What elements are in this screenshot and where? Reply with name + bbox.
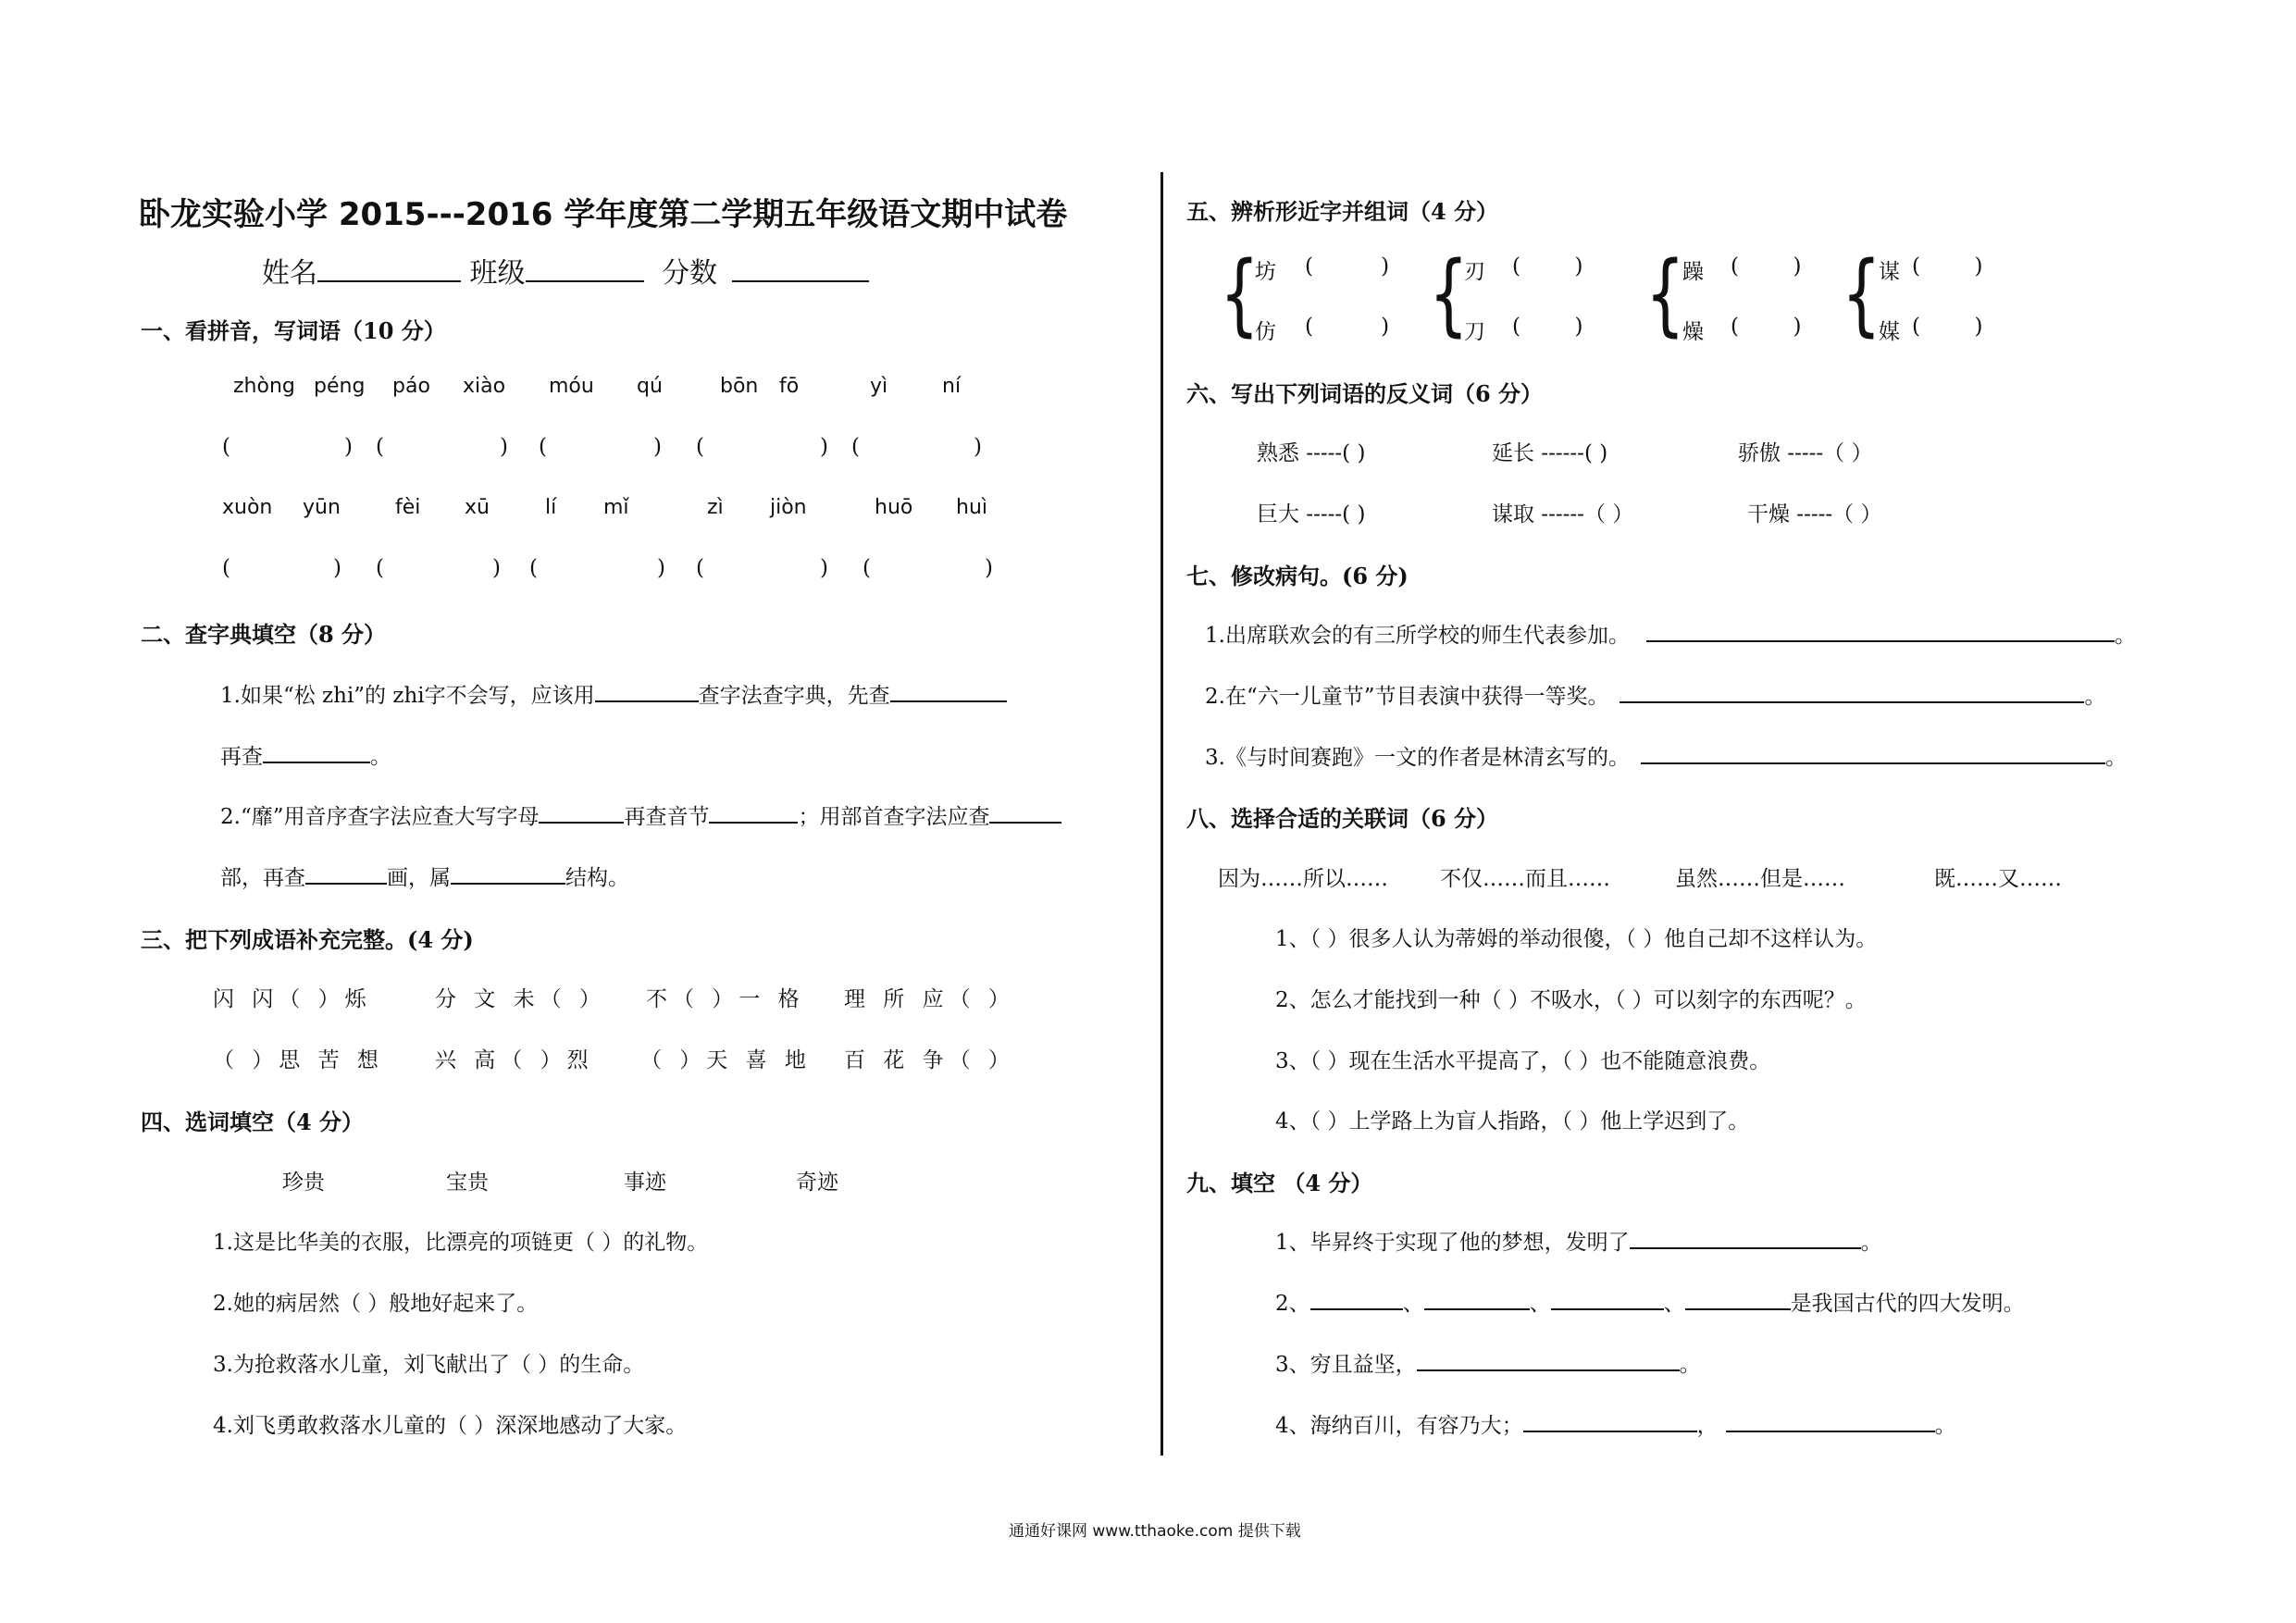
- pinyin: péng: [314, 375, 366, 398]
- section-9-heading: 九、填空 （4 分）: [1186, 1170, 1373, 1196]
- text: 1、毕昇终于实现了他的梦想，发明了: [1275, 1231, 1630, 1255]
- antonym-item[interactable]: 熟悉 -----( ): [1257, 441, 1366, 465]
- section-5-heading: 五、辨析形近字并组词（4 分）: [1186, 198, 1499, 225]
- answer-paren[interactable]: (: [863, 556, 871, 580]
- text: 2.“靡”用音序查字法应查大写字母: [220, 805, 540, 829]
- s4-question-1[interactable]: 1.这是比华美的衣服，比漂亮的项链更（ ）的礼物。: [213, 1231, 709, 1255]
- char: 躁: [1682, 260, 1704, 284]
- column-divider: [1160, 172, 1163, 1456]
- s9-question-3: [1275, 1347, 1701, 1378]
- answer-paren: ): [344, 435, 353, 459]
- s8-question-3[interactable]: 3、（ ）现在生活水平提高了，（ ）也不能随意浪费。: [1275, 1049, 1771, 1073]
- score-blank[interactable]: [732, 260, 869, 282]
- blank[interactable]: [595, 680, 699, 702]
- s4-question-4[interactable]: 4.刘飞勇敢救落水儿童的（ ）深深地感动了大家。: [213, 1414, 688, 1438]
- s7-question-1: [1205, 618, 2136, 649]
- pinyin: bōn: [720, 375, 759, 398]
- answer-paren: ): [985, 556, 993, 580]
- text: 4、海纳百川，有容乃大；: [1275, 1414, 1523, 1438]
- text: ；用部首查字法应查: [798, 805, 990, 829]
- idiom[interactable]: 不（ ）一 格: [646, 987, 805, 1011]
- s9-question-1: [1275, 1225, 1882, 1256]
- char: 谋: [1879, 260, 1900, 284]
- idiom[interactable]: 理 所 应（ ）: [844, 987, 1015, 1011]
- text: 画，属: [387, 866, 451, 890]
- s9-question-4: [1275, 1408, 1956, 1439]
- word-option: 宝贵: [446, 1171, 489, 1195]
- blank[interactable]: [1310, 1288, 1403, 1310]
- section-4-heading: 四、选词填空（4 分）: [141, 1109, 365, 1135]
- answer-paren[interactable]: ( ): [1512, 315, 1583, 339]
- answer-paren[interactable]: ( ): [1305, 315, 1390, 339]
- exam-title: 卧龙实验小学 2015---2016 学年度第二学期五年级语文期中试卷: [139, 196, 1068, 233]
- s4-question-2[interactable]: 2.她的病居然（ ）般地好起来了。: [213, 1292, 539, 1316]
- pinyin: fō: [779, 375, 800, 398]
- text: 。: [370, 745, 391, 769]
- pinyin: yūn: [303, 496, 341, 519]
- blank[interactable]: [539, 801, 624, 824]
- answer-paren: ): [657, 556, 665, 580]
- answer-paren: ): [333, 556, 341, 580]
- pinyin: páo: [392, 375, 430, 398]
- pinyin: zì: [707, 496, 724, 519]
- blank[interactable]: [989, 801, 1061, 824]
- answer-paren[interactable]: (: [376, 435, 384, 459]
- name-label: 姓名: [262, 257, 317, 290]
- blank[interactable]: [1726, 1410, 1935, 1432]
- pinyin: huō: [875, 496, 913, 519]
- answer-paren[interactable]: ( ): [1305, 254, 1390, 279]
- answer-paren[interactable]: (: [851, 435, 860, 459]
- blank[interactable]: [709, 801, 798, 824]
- blank[interactable]: [305, 862, 387, 885]
- idiom[interactable]: 兴 高（ ）烈: [435, 1048, 594, 1072]
- antonym-item[interactable]: 延长 ------( ): [1492, 441, 1608, 465]
- idiom[interactable]: （ ）思 苦 想: [213, 1048, 384, 1072]
- s2-question-1-cont: [220, 739, 391, 770]
- blank[interactable]: [1685, 1288, 1791, 1310]
- score-label: 分数: [662, 257, 718, 290]
- blank[interactable]: [1417, 1349, 1680, 1371]
- answer-paren: ): [820, 556, 828, 580]
- char: 仿: [1255, 320, 1276, 344]
- answer-paren[interactable]: ( ): [1512, 254, 1583, 279]
- word-option: 珍贵: [282, 1171, 325, 1195]
- char: 坊: [1255, 260, 1276, 284]
- antonym-item[interactable]: 巨大 -----( ): [1257, 502, 1366, 527]
- answer-paren[interactable]: (: [696, 435, 704, 459]
- blank[interactable]: [890, 680, 1007, 702]
- text: 1.如果“松 zhi”的 zhi字不会写，应该用: [220, 684, 595, 708]
- s7-question-3: [1205, 740, 2127, 771]
- correction-blank[interactable]: [1641, 742, 2105, 764]
- class-blank[interactable]: [526, 260, 644, 282]
- text: 1.出席联欢会的有三所学校的师生代表参加。: [1205, 624, 1630, 648]
- blank[interactable]: [263, 741, 370, 763]
- answer-paren[interactable]: ( ): [1912, 315, 1983, 339]
- answer-paren[interactable]: (: [376, 556, 384, 580]
- antonym-item[interactable]: 谋取 ------（ ）: [1492, 502, 1634, 527]
- pinyin: xuòn: [222, 496, 273, 519]
- blank[interactable]: [1551, 1288, 1664, 1310]
- student-info-line: [262, 250, 869, 291]
- text: 2.在“六一儿童节”节目表演中获得一等奖。: [1205, 685, 1609, 709]
- correction-blank[interactable]: [1620, 681, 2084, 703]
- name-blank[interactable]: [317, 260, 461, 282]
- text: 、: [1663, 1292, 1685, 1316]
- answer-paren[interactable]: (: [539, 435, 547, 459]
- char: 燥: [1682, 320, 1704, 344]
- pinyin: mǐ: [603, 496, 629, 519]
- answer-paren[interactable]: ( ): [1731, 315, 1802, 339]
- conjunction-option: 不仅……而且……: [1440, 867, 1610, 891]
- idiom[interactable]: 分 文 未（ ）: [435, 987, 606, 1011]
- text: 。: [2104, 746, 2127, 770]
- s2-question-1: [220, 678, 1007, 709]
- brace-icon: {: [1842, 242, 1881, 346]
- s7-question-2: [1205, 679, 2105, 710]
- answer-paren[interactable]: (: [222, 556, 230, 580]
- idiom[interactable]: 百 花 争（ ）: [844, 1048, 1015, 1072]
- char: 刀: [1464, 320, 1485, 344]
- pinyin: móu: [549, 375, 594, 398]
- section-8-heading: 八、选择合适的关联词（6 分）: [1186, 805, 1499, 832]
- pinyin: yì: [870, 375, 888, 398]
- text: 再查: [220, 745, 263, 769]
- text: 3.《与时间赛跑》一文的作者是林清玄写的。: [1205, 746, 1630, 770]
- pinyin: qú: [637, 375, 663, 398]
- blank[interactable]: [1630, 1227, 1861, 1249]
- pinyin: huì: [956, 496, 987, 519]
- pinyin: xū: [465, 496, 490, 519]
- text: 再查音节: [624, 805, 710, 829]
- section-6-heading: 六、写出下列词语的反义词（6 分）: [1186, 380, 1544, 407]
- answer-paren: ): [653, 435, 662, 459]
- text: 结构。: [565, 866, 629, 890]
- antonym-item[interactable]: 骄傲 -----（ ）: [1738, 441, 1873, 465]
- s4-question-3[interactable]: 3.为抢救落水儿童，刘飞献出了（ ）的生命。: [213, 1353, 645, 1377]
- section-3-heading: 三、把下列成语补充完整。(4 分): [141, 926, 474, 953]
- conjunction-option: 因为……所以……: [1218, 867, 1388, 891]
- s8-question-2[interactable]: 2、怎么才能找到一种（ ）不吸水，（ ）可以刻字的东西呢？。: [1275, 988, 1867, 1012]
- text: 。: [2114, 624, 2136, 648]
- text: 2、: [1275, 1292, 1310, 1316]
- antonym-item[interactable]: 干燥 -----（ ）: [1747, 502, 1882, 527]
- text: 、: [1529, 1292, 1551, 1316]
- idiom[interactable]: （ ）天 喜 地: [640, 1048, 812, 1072]
- answer-paren[interactable]: (: [696, 556, 704, 580]
- answer-paren: ): [974, 435, 982, 459]
- pinyin: zhòng: [233, 375, 295, 398]
- answer-paren: ): [820, 435, 828, 459]
- answer-paren[interactable]: ( ): [1912, 254, 1983, 279]
- text: ，: [1696, 1414, 1719, 1438]
- conjunction-option: 既……又……: [1934, 867, 2062, 891]
- section-1-heading: 一、看拼音，写词语（10 分）: [141, 317, 446, 344]
- text: 部，再查: [220, 866, 305, 890]
- text: 。: [1934, 1414, 1956, 1438]
- answer-paren[interactable]: (: [222, 435, 230, 459]
- s8-question-4[interactable]: 4、（ ）上学路上为盲人指路，（ ）他上学迟到了。: [1275, 1109, 1750, 1134]
- text: 是我国古代的四大发明。: [1790, 1292, 2025, 1316]
- pinyin: xiào: [463, 375, 506, 398]
- text: 查字法查字典，先查: [698, 684, 890, 708]
- section-7-heading: 七、修改病句。(6 分): [1186, 563, 1409, 589]
- answer-paren: ): [492, 556, 501, 580]
- word-option: 奇迹: [796, 1171, 838, 1195]
- word-option: 事迹: [624, 1171, 666, 1195]
- text: 、: [1402, 1292, 1424, 1316]
- text: 。: [1679, 1353, 1701, 1377]
- pinyin: ní: [942, 375, 962, 398]
- idiom[interactable]: 闪 闪（ ）烁: [213, 987, 372, 1011]
- char: 刃: [1464, 260, 1485, 284]
- char: 媒: [1879, 320, 1900, 344]
- conjunction-option: 虽然……但是……: [1675, 867, 1845, 891]
- brace-icon: {: [1220, 242, 1260, 346]
- blank[interactable]: [1424, 1288, 1530, 1310]
- pinyin: jiòn: [770, 496, 807, 519]
- blank[interactable]: [451, 862, 565, 885]
- text: 。: [2084, 685, 2106, 709]
- s8-question-1[interactable]: 1、（ ）很多人认为蒂姆的举动很傻，（ ）他自己却不这样认为。: [1275, 927, 1878, 951]
- text: 3、穷且益坚，: [1275, 1353, 1417, 1377]
- brace-icon: {: [1429, 242, 1469, 346]
- answer-paren: ): [500, 435, 508, 459]
- pinyin: fèi: [395, 496, 421, 519]
- class-label: 班级: [469, 257, 526, 290]
- answer-paren[interactable]: (: [529, 556, 538, 580]
- correction-blank[interactable]: [1646, 620, 2115, 642]
- answer-paren[interactable]: ( ): [1731, 254, 1802, 279]
- text: 。: [1860, 1231, 1882, 1255]
- footer-credit: 通通好课网 www.tthaoke.com 提供下载: [1009, 1522, 1301, 1541]
- pinyin: lí: [545, 496, 557, 519]
- s2-question-2: [220, 799, 1061, 830]
- s2-question-2-cont: [220, 861, 629, 891]
- blank[interactable]: [1523, 1410, 1697, 1432]
- section-2-heading: 二、查字典填空（8 分）: [141, 621, 387, 648]
- s9-question-2: [1275, 1286, 2025, 1317]
- brace-icon: {: [1645, 242, 1685, 346]
